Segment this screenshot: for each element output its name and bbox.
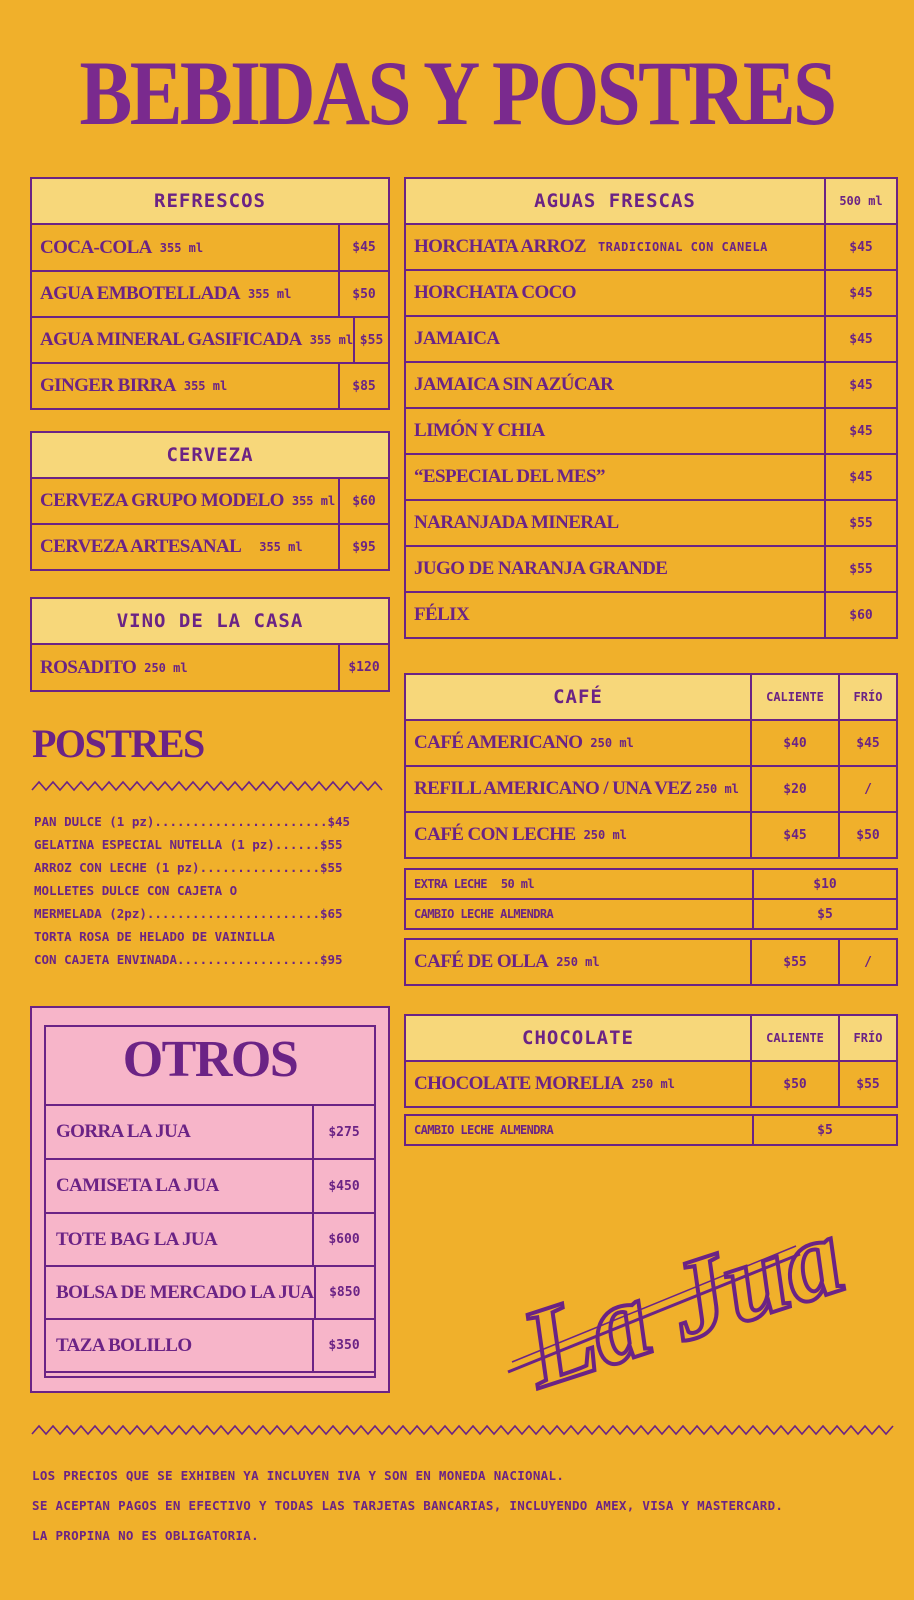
item-price: $95 (338, 525, 388, 569)
item-price: $45 (824, 225, 896, 269)
menu-row (404, 811, 898, 859)
item-size: 355 ml (259, 540, 303, 554)
extra-row (404, 868, 898, 900)
item-name: JAMAICA (414, 328, 500, 349)
cerveza-header: CERVEZA (30, 431, 390, 479)
item-size: 250 ml (583, 828, 627, 842)
extra-name: CAMBIO LECHE ALMENDRA (414, 907, 554, 921)
cafe-title: CAFÉ (406, 675, 750, 719)
extra-name: CAMBIO LECHE ALMENDRA (414, 1123, 554, 1137)
menu-row (404, 407, 898, 455)
item-name: CERVEZA GRUPO MODELO (40, 490, 284, 511)
col-caliente: CALIENTE (750, 1016, 838, 1060)
menu-row (404, 223, 898, 271)
zigzag-divider (32, 780, 390, 792)
extra-name: EXTRA LECHE (414, 877, 487, 891)
item-price: $120 (338, 645, 388, 690)
la-jua-logo (500, 1190, 858, 1412)
price-cold: / (838, 940, 896, 984)
footer-line: LA PROPINA NO ES OBLIGATORIA. (32, 1528, 259, 1543)
price-hot: $50 (750, 1062, 838, 1106)
col-caliente: CALIENTE (750, 675, 838, 719)
item-name: AGUA MINERAL GASIFICADA (40, 329, 302, 350)
item-price: $45 (824, 363, 896, 407)
item-name: REFILL AMERICANO / UNA VEZ (414, 778, 692, 799)
menu-row (44, 1318, 376, 1373)
price-cold: / (838, 767, 896, 811)
vino-header: VINO DE LA CASA (30, 597, 390, 645)
extra-row (404, 1114, 898, 1146)
item-name: JUGO DE NARANJA GRANDE (414, 558, 668, 579)
item-name: AGUA EMBOTELLADA (40, 283, 240, 304)
postres-line: TORTA ROSA DE HELADO DE VAINILLA (34, 929, 275, 944)
item-name: ROSADITO (40, 656, 137, 678)
extra-price: $5 (752, 900, 896, 928)
item-name: GORRA LA JUA (56, 1121, 191, 1142)
menu-row (404, 453, 898, 501)
item-price: $45 (338, 225, 388, 270)
item-price: $850 (314, 1267, 374, 1318)
item-name: CAMISETA LA JUA (56, 1175, 219, 1196)
chocolate-title: CHOCOLATE (406, 1016, 750, 1060)
price-hot: $40 (750, 721, 838, 765)
item-name: HORCHATA ARROZ (414, 236, 586, 257)
menu-row (404, 315, 898, 363)
col-frio: FRÍO (838, 1016, 896, 1060)
item-size: 355 ml (247, 287, 292, 301)
item-size: 355 ml (159, 240, 204, 255)
item-price: $60 (824, 593, 896, 637)
aguas-title: AGUAS FRESCAS (406, 179, 824, 223)
extra-row (404, 898, 898, 930)
menu-row (404, 545, 898, 593)
menu-row (30, 316, 390, 364)
price-hot: $55 (750, 940, 838, 984)
item-name: LIMÓN Y CHIA (414, 420, 545, 441)
price-cold: $45 (838, 721, 896, 765)
item-name: BOLSA DE MERCADO LA JUA (56, 1281, 314, 1303)
chocolate-header (404, 1014, 898, 1062)
item-name: TAZA BOLILLO (56, 1334, 192, 1356)
postres-line: GELATINA ESPECIAL NUTELLA (1 pz)......$55 (34, 837, 343, 852)
postres-line: ARROZ CON LECHE (1 pz)................$55 (34, 860, 343, 875)
zigzag-divider (32, 1424, 898, 1436)
item-price: $275 (312, 1106, 374, 1158)
otros-heading: OTROS (122, 1031, 298, 1088)
postres-list (34, 810, 350, 971)
logo-text: La Jua (508, 1193, 858, 1412)
menu-row (30, 477, 390, 525)
menu-row (404, 1060, 898, 1108)
item-name: CAFÉ DE OLLA (414, 951, 549, 972)
item-price: $45 (824, 317, 896, 361)
item-name: TOTE BAG LA JUA (56, 1228, 218, 1250)
item-size: 250 ml (144, 660, 188, 675)
item-name: “ESPECIAL DEL MES” (414, 466, 605, 487)
menu-row (404, 719, 898, 767)
menu-row (404, 765, 898, 813)
price-cold: $55 (838, 1062, 896, 1106)
extra-price: $10 (752, 870, 896, 898)
item-name: CAFÉ AMERICANO (414, 732, 583, 753)
col-frio: FRÍO (838, 675, 896, 719)
menu-row (404, 938, 898, 986)
item-price: $55 (824, 547, 896, 591)
item-size: 250 ml (631, 1077, 675, 1091)
item-size: 355 ml (183, 379, 228, 393)
extra-size: 50 ml (500, 877, 534, 891)
item-price: $50 (338, 272, 388, 316)
price-hot: $20 (750, 767, 838, 811)
item-size: 355 ml (309, 333, 354, 347)
postres-line: PAN DULCE (1 pz).......................$45 (34, 814, 351, 829)
item-name: NARANJADA MINERAL (414, 512, 619, 533)
page-title: BEBIDAS Y POSTRES (79, 42, 835, 144)
item-name: HORCHATA COCO (414, 282, 576, 303)
aguas-header (404, 177, 898, 225)
extra-price: $5 (752, 1116, 896, 1144)
cafe-header (404, 673, 898, 721)
postres-line: CON CAJETA ENVINADA...................$95 (34, 952, 343, 967)
item-price: $55 (824, 501, 896, 545)
item-price: $55 (353, 318, 388, 362)
item-price: $60 (338, 479, 388, 523)
menu-row (404, 591, 898, 639)
item-price: $600 (312, 1214, 374, 1265)
item-price: $45 (824, 455, 896, 499)
price-hot: $45 (750, 813, 838, 857)
item-price: $450 (312, 1160, 374, 1212)
footer-line: SE ACEPTAN PAGOS EN EFECTIVO Y TODAS LAS TARJETAS BANCARIAS, INCLUYENDO AMEX, VISA Y MASTERCARD. (32, 1498, 784, 1513)
item-price: $85 (338, 364, 388, 408)
menu-row (404, 361, 898, 409)
menu-row (44, 1265, 376, 1320)
aguas-size: 500 ml (824, 179, 896, 223)
menu-row (44, 1158, 376, 1214)
item-description: TRADICIONAL CON CANELA (597, 240, 768, 254)
menu-row (404, 499, 898, 547)
item-name: CERVEZA ARTESANAL (40, 536, 242, 557)
item-name: COCA-COLA (40, 236, 152, 258)
menu-row (44, 1104, 376, 1160)
menu-row (30, 223, 390, 272)
menu-row (30, 643, 390, 692)
item-size: 355 ml (291, 494, 336, 508)
item-price: $350 (312, 1320, 374, 1371)
item-size: 250 ml (590, 736, 634, 750)
price-cold: $50 (838, 813, 896, 857)
menu-row (30, 523, 390, 571)
item-price: $45 (824, 271, 896, 315)
menu-row (30, 362, 390, 410)
item-size: 250 ml (556, 955, 600, 969)
menu-row (30, 270, 390, 318)
menu-row (44, 1212, 376, 1267)
item-name: CHOCOLATE MORELIA (414, 1073, 624, 1094)
postres-line: MOLLETES DULCE CON CAJETA O (34, 883, 238, 898)
menu-row (404, 269, 898, 317)
postres-line: MERMELADA (2pz).......................$65 (34, 906, 343, 921)
item-name: GINGER BIRRA (40, 375, 176, 396)
item-name: FÉLIX (414, 604, 470, 625)
footer-line: LOS PRECIOS QUE SE EXHIBEN YA INCLUYEN IVA Y SON EN MONEDA NACIONAL. (32, 1468, 565, 1483)
item-price: $45 (824, 409, 896, 453)
postres-heading: POSTRES (32, 721, 204, 766)
item-size: 250 ml (695, 782, 739, 796)
refrescos-header: REFRESCOS (30, 177, 390, 225)
item-name: JAMAICA SIN AZÚCAR (414, 374, 614, 395)
item-name: CAFÉ CON LECHE (414, 824, 576, 845)
